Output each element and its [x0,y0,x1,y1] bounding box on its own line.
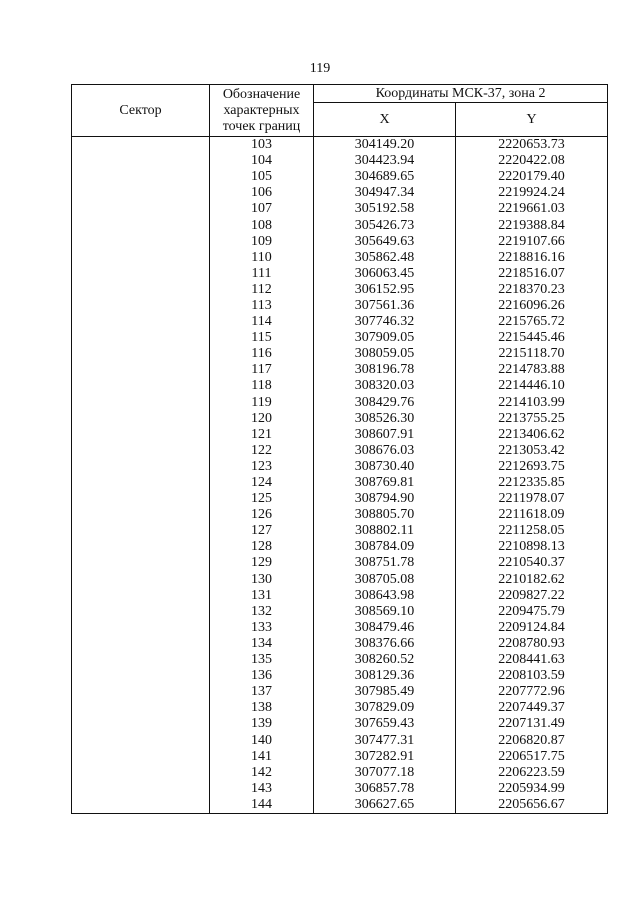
cell-sector [72,346,210,362]
cell-x: 307561.36 [314,298,456,314]
cell-x: 308705.08 [314,572,456,588]
cell-point: 112 [210,282,314,298]
cell-y: 2216096.26 [456,298,608,314]
cell-sector [72,266,210,282]
cell-sector [72,716,210,732]
header-x: X [314,103,456,137]
cell-y: 2211618.09 [456,507,608,523]
cell-point: 113 [210,298,314,314]
cell-x: 308260.52 [314,652,456,668]
cell-point: 106 [210,185,314,201]
cell-point: 116 [210,346,314,362]
cell-y: 2208441.63 [456,652,608,668]
cell-x: 307985.49 [314,684,456,700]
table-row [72,652,608,668]
table-row [72,346,608,362]
cell-x: 308751.78 [314,555,456,571]
cell-x: 308526.30 [314,411,456,427]
cell-point: 118 [210,378,314,394]
table-row [72,153,608,169]
cell-sector [72,298,210,314]
cell-sector [72,539,210,555]
cell-sector [72,507,210,523]
table-row [72,459,608,475]
cell-x: 305649.63 [314,234,456,250]
cell-sector [72,378,210,394]
cell-y: 2210182.62 [456,572,608,588]
table-row [72,201,608,217]
table-row [72,620,608,636]
cell-sector [72,282,210,298]
cell-point: 123 [210,459,314,475]
table-row [72,234,608,250]
page-number: 119 [309,61,331,76]
cell-y: 2209475.79 [456,604,608,620]
cell-point: 140 [210,732,314,748]
header-sector: Сектор [72,85,210,137]
table-row [72,604,608,620]
cell-point: 105 [210,169,314,185]
cell-sector [72,588,210,604]
table-row [72,282,608,298]
cell-x: 308805.70 [314,507,456,523]
cell-y: 2211978.07 [456,491,608,507]
cell-sector [72,395,210,411]
cell-point: 104 [210,153,314,169]
cell-y: 2214783.88 [456,362,608,378]
cell-x: 307477.31 [314,732,456,748]
cell-x: 304149.20 [314,137,456,154]
table-row [72,411,608,427]
cell-sector [72,668,210,684]
cell-x: 308320.03 [314,378,456,394]
table-row [72,716,608,732]
cell-x: 305426.73 [314,217,456,233]
cell-sector [72,217,210,233]
cell-sector [72,443,210,459]
cell-sector [72,137,210,154]
table-row [72,523,608,539]
table-row [72,378,608,394]
cell-sector [72,153,210,169]
cell-x: 308607.91 [314,427,456,443]
table-row [72,588,608,604]
cell-sector [72,652,210,668]
cell-y: 2219924.24 [456,185,608,201]
cell-x: 308569.10 [314,604,456,620]
coordinates-table [71,84,608,814]
cell-x: 308676.03 [314,443,456,459]
table-row [72,443,608,459]
header-point-line-2: характерных [223,102,300,118]
cell-sector [72,330,210,346]
cell-y: 2208780.93 [456,636,608,652]
table-row [72,137,608,154]
cell-sector [72,201,210,217]
cell-point: 114 [210,314,314,330]
cell-sector [72,604,210,620]
header-y: Y [456,103,608,137]
table-row [72,298,608,314]
cell-y: 2220179.40 [456,169,608,185]
cell-point: 129 [210,555,314,571]
cell-point: 141 [210,749,314,765]
cell-y: 2218816.16 [456,250,608,266]
cell-y: 2218516.07 [456,266,608,282]
table-row [72,491,608,507]
cell-point: 134 [210,636,314,652]
cell-point: 128 [210,539,314,555]
cell-y: 2215765.72 [456,314,608,330]
cell-point: 110 [210,250,314,266]
cell-x: 307659.43 [314,716,456,732]
cell-x: 308802.11 [314,523,456,539]
table-row [72,395,608,411]
cell-point: 108 [210,217,314,233]
cell-x: 304423.94 [314,153,456,169]
cell-x: 308376.66 [314,636,456,652]
cell-sector [72,169,210,185]
table-row [72,362,608,378]
table-row [72,266,608,282]
cell-sector [72,234,210,250]
cell-point: 122 [210,443,314,459]
cell-point: 124 [210,475,314,491]
cell-y: 2215118.70 [456,346,608,362]
cell-sector [72,572,210,588]
cell-point: 144 [210,797,314,814]
cell-sector [72,749,210,765]
cell-y: 2206223.59 [456,765,608,781]
cell-sector [72,781,210,797]
cell-y: 2213755.25 [456,411,608,427]
cell-point: 133 [210,620,314,636]
cell-sector [72,491,210,507]
table-row [72,185,608,201]
table-row [72,217,608,233]
cell-point: 130 [210,572,314,588]
cell-y: 2212693.75 [456,459,608,475]
cell-y: 2205656.67 [456,797,608,814]
cell-x: 306063.45 [314,266,456,282]
cell-y: 2220422.08 [456,153,608,169]
cell-x: 308059.05 [314,346,456,362]
cell-x: 307077.18 [314,765,456,781]
cell-x: 308769.81 [314,475,456,491]
cell-point: 120 [210,411,314,427]
table-row [72,475,608,491]
cell-y: 2206820.87 [456,732,608,748]
cell-x: 304947.34 [314,185,456,201]
cell-point: 117 [210,362,314,378]
cell-x: 304689.65 [314,169,456,185]
cell-point: 143 [210,781,314,797]
cell-point: 136 [210,668,314,684]
cell-sector [72,427,210,443]
cell-sector [72,185,210,201]
cell-point: 126 [210,507,314,523]
cell-sector [72,475,210,491]
cell-y: 2220653.73 [456,137,608,154]
header-point-designation [210,85,314,137]
cell-point: 137 [210,684,314,700]
table-row [72,539,608,555]
table-row [72,781,608,797]
cell-point: 127 [210,523,314,539]
cell-sector [72,636,210,652]
cell-x: 308784.09 [314,539,456,555]
cell-y: 2212335.85 [456,475,608,491]
cell-sector [72,620,210,636]
cell-x: 308429.76 [314,395,456,411]
cell-sector [72,411,210,427]
table-row [72,169,608,185]
cell-x: 305862.48 [314,250,456,266]
cell-y: 2210540.37 [456,555,608,571]
cell-x: 306152.95 [314,282,456,298]
table-row [72,797,608,814]
cell-sector [72,523,210,539]
table-row [72,572,608,588]
cell-y: 2208103.59 [456,668,608,684]
table-row [72,555,608,571]
table-row [72,668,608,684]
cell-sector [72,732,210,748]
cell-point: 119 [210,395,314,411]
cell-sector [72,765,210,781]
table-row [72,749,608,765]
cell-y: 2219388.84 [456,217,608,233]
cell-point: 131 [210,588,314,604]
cell-sector [72,684,210,700]
header-point-line-1: Обозначение [222,86,301,102]
cell-point: 111 [210,266,314,282]
cell-point: 135 [210,652,314,668]
cell-sector [72,314,210,330]
cell-y: 2206517.75 [456,749,608,765]
cell-point: 142 [210,765,314,781]
cell-y: 2207449.37 [456,700,608,716]
cell-x: 307282.91 [314,749,456,765]
cell-sector [72,250,210,266]
table-row [72,765,608,781]
cell-point: 109 [210,234,314,250]
cell-y: 2219661.03 [456,201,608,217]
header-point-line-3: точек границ [222,118,301,134]
cell-x: 308129.36 [314,668,456,684]
table-row [72,330,608,346]
cell-y: 2218370.23 [456,282,608,298]
cell-y: 2209827.22 [456,588,608,604]
cell-sector [72,459,210,475]
cell-point: 103 [210,137,314,154]
cell-sector [72,700,210,716]
cell-y: 2207131.49 [456,716,608,732]
cell-y: 2213053.42 [456,443,608,459]
cell-point: 107 [210,201,314,217]
table-row [72,314,608,330]
cell-y: 2209124.84 [456,620,608,636]
cell-y: 2214103.99 [456,395,608,411]
cell-sector [72,797,210,814]
cell-point: 138 [210,700,314,716]
cell-point: 125 [210,491,314,507]
cell-y: 2205934.99 [456,781,608,797]
table-row [72,507,608,523]
table-row [72,684,608,700]
cell-x: 308730.40 [314,459,456,475]
table-row [72,427,608,443]
cell-x: 307829.09 [314,700,456,716]
cell-y: 2210898.13 [456,539,608,555]
cell-y: 2214446.10 [456,378,608,394]
cell-y: 2211258.05 [456,523,608,539]
cell-x: 306627.65 [314,797,456,814]
cell-y: 2215445.46 [456,330,608,346]
cell-y: 2219107.66 [456,234,608,250]
table-row [72,700,608,716]
cell-x: 306857.78 [314,781,456,797]
cell-x: 305192.58 [314,201,456,217]
table-row [72,732,608,748]
cell-sector [72,362,210,378]
cell-x: 308794.90 [314,491,456,507]
cell-point: 115 [210,330,314,346]
cell-x: 308643.98 [314,588,456,604]
cell-point: 121 [210,427,314,443]
cell-x: 308196.78 [314,362,456,378]
cell-x: 307746.32 [314,314,456,330]
cell-point: 132 [210,604,314,620]
cell-point: 139 [210,716,314,732]
cell-sector [72,555,210,571]
table-row [72,250,608,266]
table-row [72,636,608,652]
cell-y: 2213406.62 [456,427,608,443]
cell-x: 307909.05 [314,330,456,346]
cell-x: 308479.46 [314,620,456,636]
table-body [72,137,608,814]
header-coordinates-group: Координаты МСК-37, зона 2 [314,85,608,103]
cell-y: 2207772.96 [456,684,608,700]
